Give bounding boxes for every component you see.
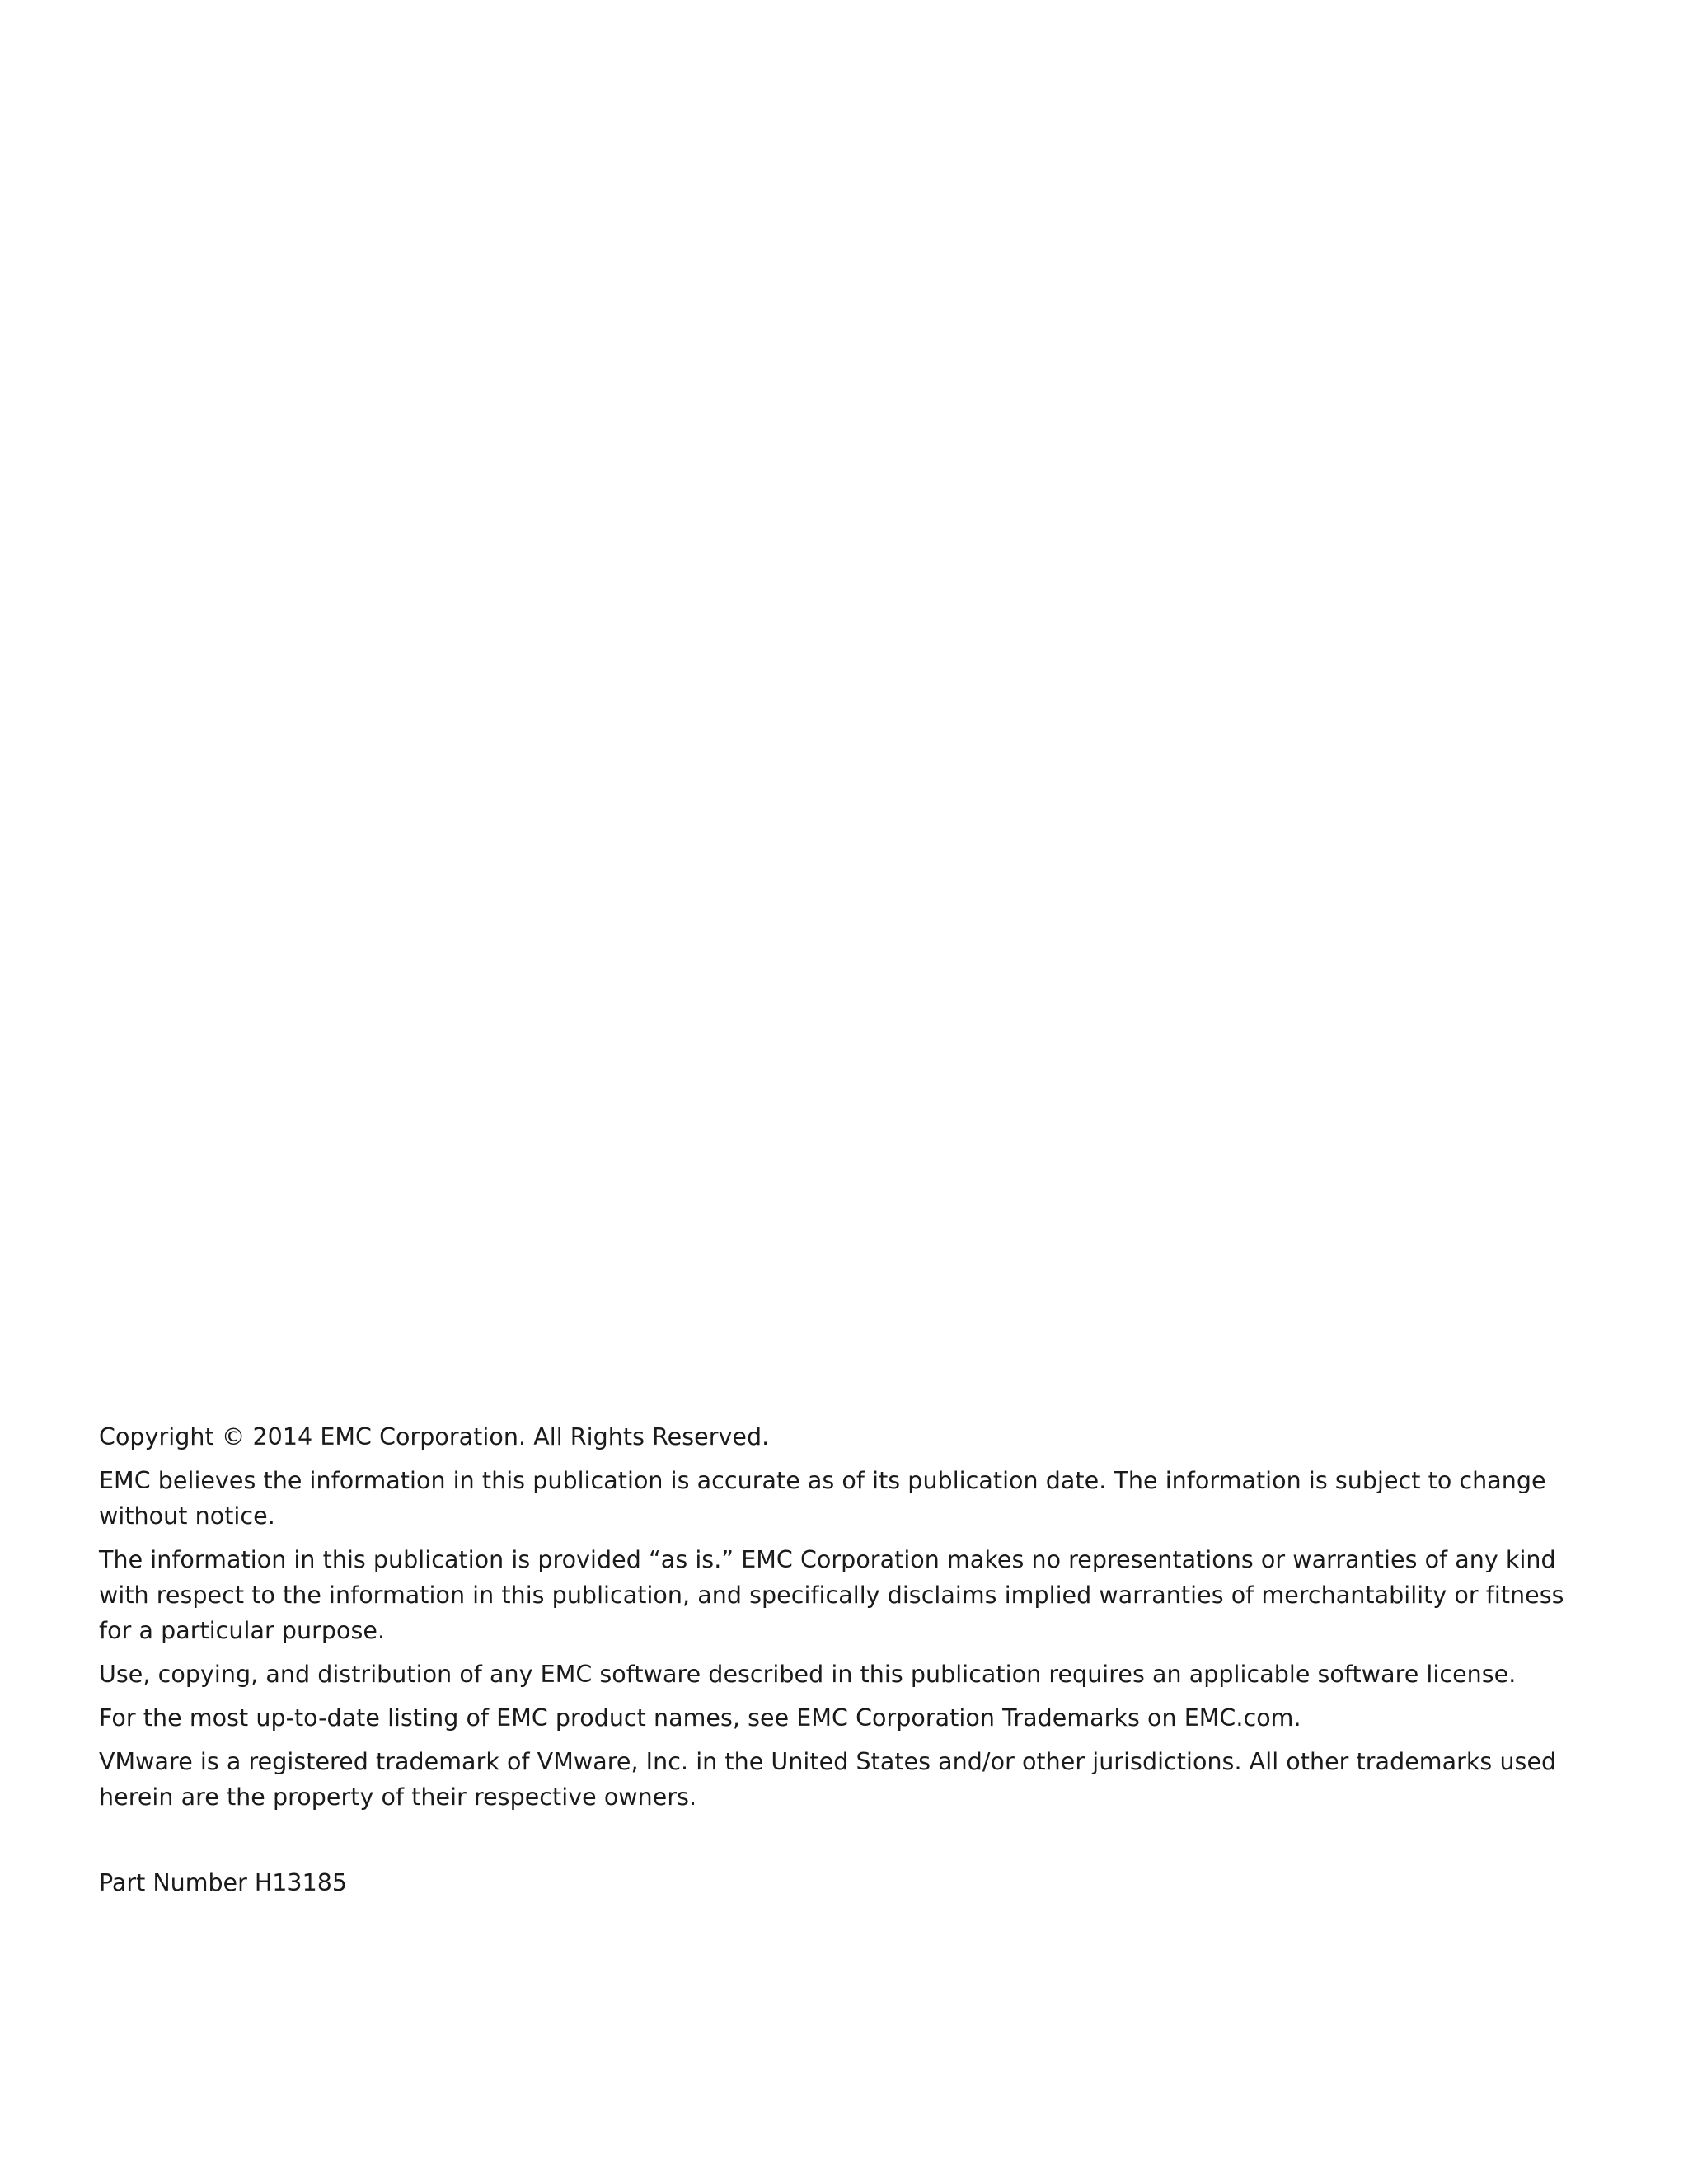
as-is-disclaimer: The information in this publication is provided “as is.” EMC Corporation makes no representations or warranties of any kind with respect to the information in this publication, and specifically disclaims implied warranties of merchantability or fitness for a particular purpose. [99,1546,1564,1644]
trademarks-listing-notice: For the most up-to-date listing of EMC product names, see EMC Corporation Trademarks on EMC.com. [99,1704,1301,1732]
part-number: Part Number H13185 [99,1869,347,1896]
accuracy-disclaimer: EMC believes the information in this publication is accurate as of its publication date. The information is subject to change without notice. [99,1467,1546,1530]
vmware-trademark-notice: VMware is a registered trademark of VMware, Inc. in the United States and/or other jurisdictions. All other trademarks used herein are the property of their respective owners. [99,1748,1557,1811]
copyright-notice: Copyright © 2014 EMC Corporation. All Rights Reserved. [99,1423,770,1451]
license-notice: Use, copying, and distribution of any EMC software described in this publication requires an applicable software license. [99,1661,1517,1688]
legal-notice [99,1419,1574,1823]
